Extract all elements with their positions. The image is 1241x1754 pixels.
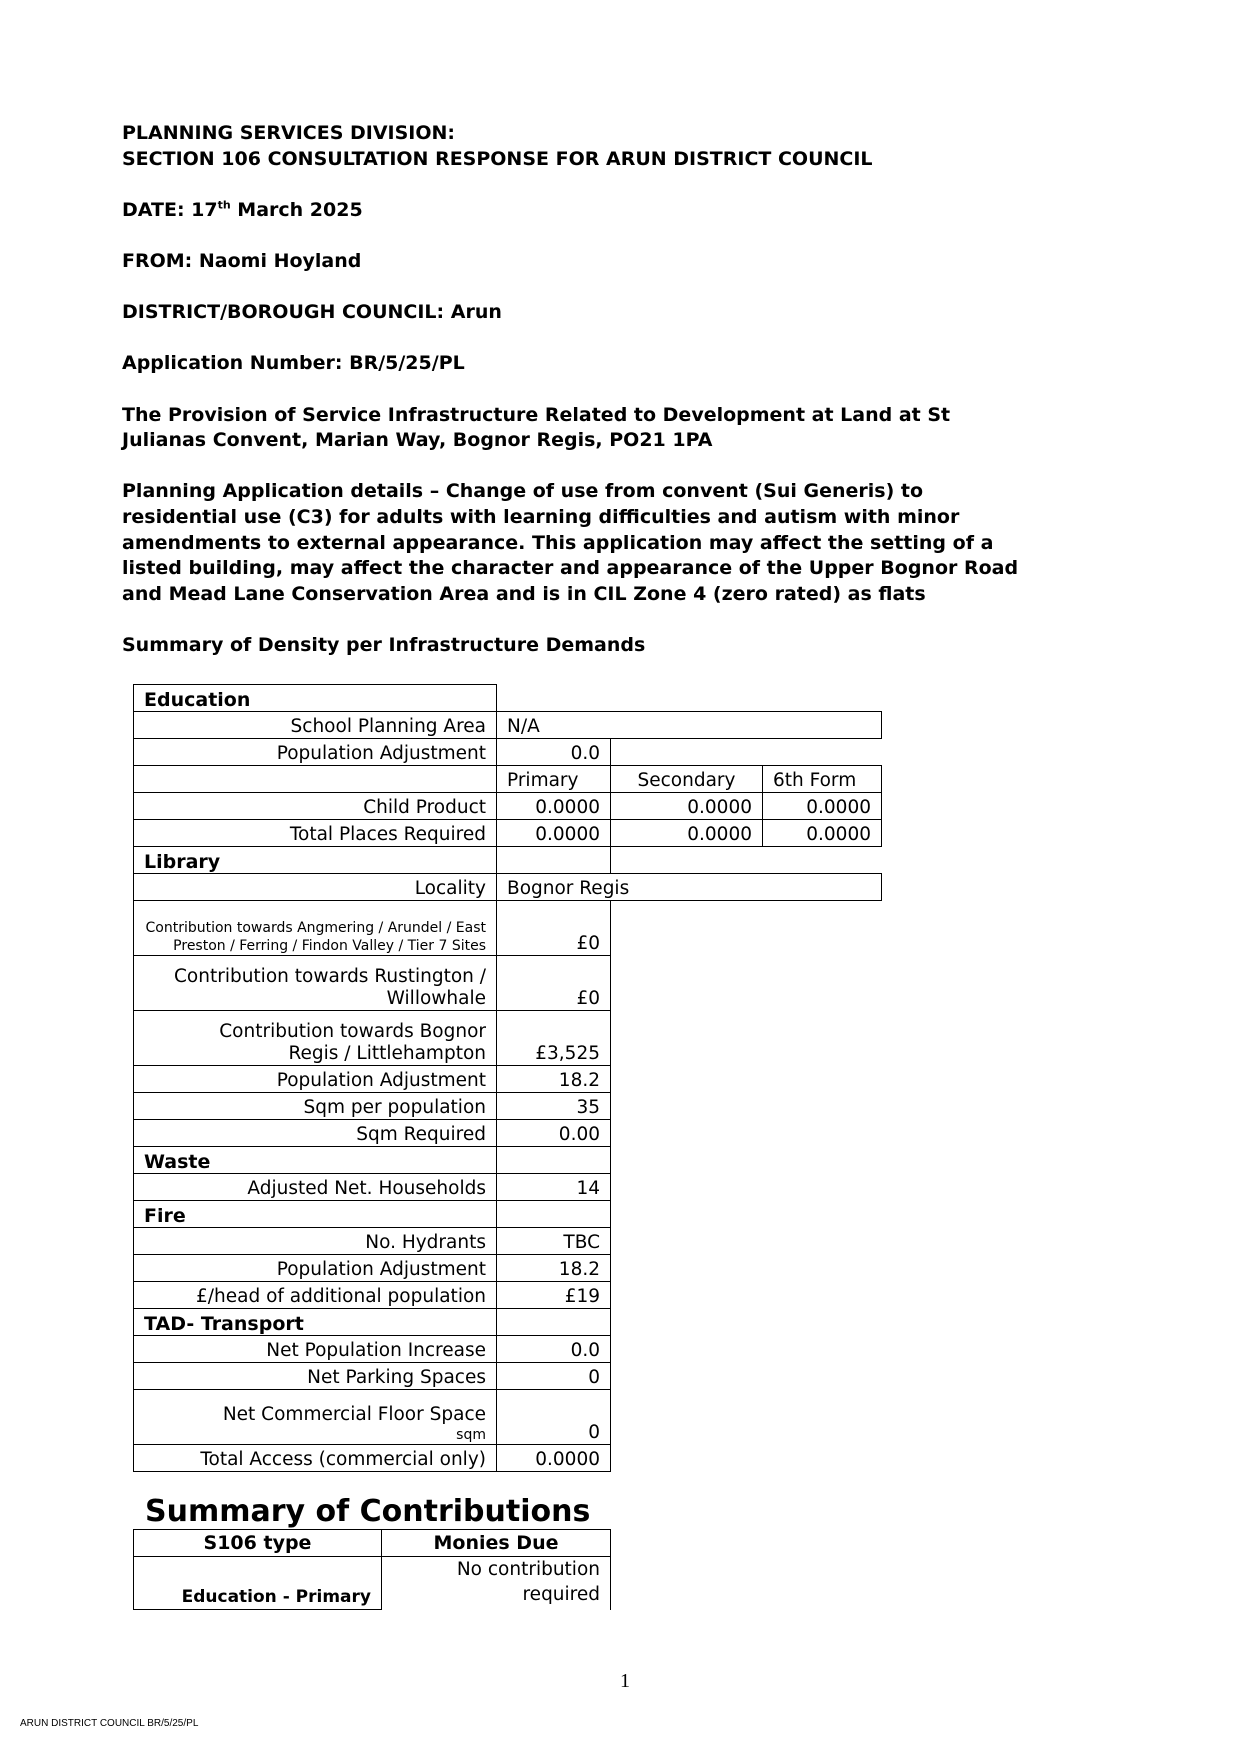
table-row	[134, 712, 882, 739]
section-heading: TAD- Transport	[134, 1309, 497, 1336]
row-label: Population Adjustment	[134, 739, 497, 766]
provision-line: The Provision of Service Infrastructure Related to Development at Land at St	[122, 403, 951, 426]
column-header: Secondary	[611, 766, 763, 793]
row-value: 35	[497, 1093, 611, 1120]
row-value: 18.2	[497, 1066, 611, 1093]
column-header: Monies Due	[382, 1530, 611, 1557]
row-label: Total Places Required	[134, 820, 497, 847]
application-number	[122, 351, 1122, 377]
table-row	[134, 820, 882, 847]
contributions-title: Summary of Contributions	[145, 1494, 591, 1529]
row-label: Adjusted Net. Households	[134, 1174, 497, 1201]
table-row	[134, 1557, 611, 1610]
row-label: Locality	[134, 874, 497, 901]
summary-heading-text: Summary of Density per Infrastructure Demands	[122, 633, 646, 656]
table-row	[134, 1228, 882, 1255]
section-heading: Fire	[134, 1201, 497, 1228]
monies-due	[382, 1557, 611, 1610]
details-line: and Mead Lane Conservation Area and is in CIL Zone 4 (zero rated) as flats	[122, 582, 926, 605]
row-label: Contribution towards Bognor Regis / Littlehampton	[134, 1011, 497, 1066]
contributions-header-row	[134, 1530, 611, 1557]
row-label: Sqm Required	[134, 1120, 497, 1147]
table-row	[134, 1011, 882, 1066]
row-label: Population Adjustment	[134, 1255, 497, 1282]
table-row	[134, 1363, 882, 1390]
row-value: 0.0000	[763, 793, 882, 820]
table-row	[134, 956, 882, 1011]
row-label: £/head of additional population	[134, 1282, 497, 1309]
table-row	[134, 901, 882, 956]
row-value: £0	[497, 956, 611, 1011]
row-value: 0.00	[497, 1120, 611, 1147]
application-details	[122, 479, 1122, 607]
section-heading: Waste	[134, 1147, 497, 1174]
row-label: Sqm per population	[134, 1093, 497, 1120]
row-value: N/A	[497, 712, 882, 739]
section-education	[134, 685, 882, 712]
document-title	[122, 121, 1122, 172]
row-label: Net Population Increase	[134, 1336, 497, 1363]
council-line	[122, 300, 1122, 326]
provision-paragraph	[122, 403, 1122, 454]
column-header: S106 type	[134, 1530, 382, 1557]
details-line: residential use (C3) for adults with learning difficulties and autism with minor	[122, 505, 960, 528]
infrastructure-demands-table	[133, 684, 882, 1472]
row-label: No. Hydrants	[134, 1228, 497, 1255]
table-row	[134, 1066, 882, 1093]
row-value: TBC	[497, 1228, 611, 1255]
row-label: Net Parking Spaces	[134, 1363, 497, 1390]
row-value: 0.0000	[497, 1445, 611, 1472]
page-number: 1	[620, 1670, 630, 1692]
row-label: School Planning Area	[134, 712, 497, 739]
section-waste	[134, 1147, 882, 1174]
row-value: 0	[497, 1390, 611, 1445]
from-line	[122, 249, 1122, 275]
row-value: 0.0000	[763, 820, 882, 847]
section-heading: Library	[134, 847, 497, 874]
details-line: Planning Application details – Change of use from convent (Sui Generis) to	[122, 480, 923, 503]
row-value: 0.0	[497, 1336, 611, 1363]
row-value: 14	[497, 1174, 611, 1201]
contributions-table	[133, 1529, 611, 1610]
table-row	[134, 1445, 882, 1472]
row-label: Child Product	[134, 793, 497, 820]
monies-due-line: No contribution	[456, 1559, 600, 1580]
from-text: FROM: Naomi Hoyland	[122, 249, 362, 272]
section-transport	[134, 1309, 882, 1336]
row-value: £0	[497, 901, 611, 956]
row-value: 0.0000	[611, 793, 763, 820]
column-header: 6th Form	[763, 766, 882, 793]
details-line: listed building, may affect the character and appearance of the Upper Bognor Road	[122, 557, 1019, 580]
column-header: Primary	[497, 766, 611, 793]
monies-due-line: required	[522, 1584, 600, 1605]
table-row	[134, 1336, 882, 1363]
table-row	[134, 1255, 882, 1282]
table-row	[134, 1093, 882, 1120]
row-label: Contribution towards Angmering / Arundel / East Preston / Ferring / Findon Valley / Tier 7 Sites	[134, 901, 497, 956]
table-row	[134, 874, 882, 901]
document-header	[122, 121, 1122, 684]
row-label: Total Access (commercial only)	[134, 1445, 497, 1472]
column-header-row	[134, 766, 882, 793]
date-suffix: March 2025	[230, 198, 363, 221]
table-row	[134, 1282, 882, 1309]
table-row	[134, 1174, 882, 1201]
table-row	[134, 1390, 882, 1445]
row-value: £3,525	[497, 1011, 611, 1066]
row-value: £19	[497, 1282, 611, 1309]
row-label-unit: sqm	[456, 1427, 486, 1443]
table-row	[134, 1120, 882, 1147]
summary-heading	[122, 633, 1122, 659]
table-row	[134, 793, 882, 820]
row-label-text: Net Commercial Floor Space	[222, 1404, 486, 1425]
section-fire	[134, 1201, 882, 1228]
section-heading: Education	[134, 685, 497, 712]
row-label	[134, 1390, 497, 1445]
details-line: amendments to external appearance. This application may affect the setting of a	[122, 531, 994, 554]
date-sup: th	[217, 198, 231, 212]
row-value: 0	[497, 1363, 611, 1390]
council-text: DISTRICT/BOROUGH COUNCIL: Arun	[122, 301, 502, 324]
row-value: 0.0000	[497, 793, 611, 820]
page-footer: ARUN DISTRICT COUNCIL BR/5/25/PL	[20, 1718, 199, 1729]
row-label: Contribution towards Rustington / Willowhale	[134, 956, 497, 1011]
row-label: Population Adjustment	[134, 1066, 497, 1093]
title-line: SECTION 106 CONSULTATION RESPONSE FOR ARUN DISTRICT COUNCIL	[122, 147, 873, 170]
section-library	[134, 847, 882, 874]
provision-line: Julianas Convent, Marian Way, Bognor Regis, PO21 1PA	[122, 429, 713, 452]
date-line	[122, 198, 1122, 224]
table-row	[134, 739, 882, 766]
row-value: 0.0	[497, 739, 611, 766]
date-prefix: DATE: 17	[122, 198, 218, 221]
row-value: 0.0000	[611, 820, 763, 847]
row-value: Bognor Regis	[497, 874, 882, 901]
row-value: 18.2	[497, 1255, 611, 1282]
row-value: 0.0000	[497, 820, 611, 847]
application-number-text: Application Number: BR/5/25/PL	[122, 352, 465, 375]
s106-type: Education - Primary	[134, 1557, 382, 1610]
title-line: PLANNING SERVICES DIVISION:	[122, 122, 456, 144]
